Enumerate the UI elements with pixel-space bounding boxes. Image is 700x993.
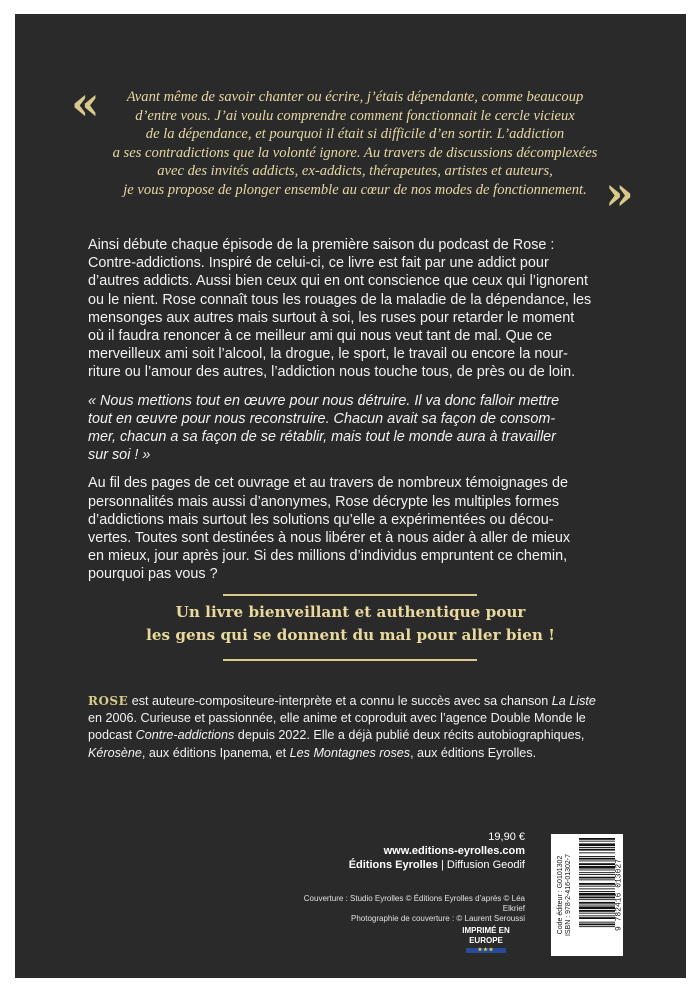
excerpt-line: « Nous mettions tout en œuvre pour nous détruire. Il va donc falloir mettre [88, 392, 560, 409]
tagline [15, 601, 686, 647]
song-title: La Liste [551, 694, 596, 708]
barcode-bar [579, 852, 615, 853]
cover-credits [303, 894, 525, 924]
barcode-bar [579, 847, 615, 848]
quote-line: d’entre vous. J’ai voulu comprendre comment fonctionnait le cercle vicieux [135, 107, 575, 124]
barcode-number: 9 782416 013027 [614, 858, 624, 932]
bio-line: en 2006. Curieuse et passionnée, elle anime et coproduit avec l’agence Double Monde le [88, 711, 586, 726]
blurb-line: pourquoi pas vous ? [88, 566, 218, 583]
isbn: ISBN : 978-2-416-01302-7 [565, 853, 572, 937]
barcode-bar [579, 849, 615, 851]
barcode-bar [579, 915, 615, 916]
blurb-line: mensonges aux autres mais surtout à soi, les ruses pour retarder le moment [88, 309, 575, 326]
bio-text: , aux éditions Eyrolles. [410, 745, 537, 760]
barcode-bar [579, 877, 615, 879]
barcode-bar [579, 905, 615, 906]
barcode-bar [579, 891, 615, 892]
barcode-bar [579, 888, 615, 889]
blurb-line: en mieux, jour après jour. Si des millions d’individus empruntent ce chemin, [88, 548, 568, 565]
blurb-line: merveilleux ami soit l’alcool, la drogue, le sport, le travail ou encore la nour- [88, 346, 568, 363]
credit-line: Photographie de couverture : © Laurent Seroussi [351, 914, 525, 923]
barcode-bar [579, 893, 615, 896]
blurb-line: personnalités mais aussi d’anonymes, Rose décrypte les multiples formes [88, 493, 560, 510]
barcode-bar [579, 899, 615, 900]
barcode-bar [579, 870, 615, 871]
divider-bottom [223, 659, 477, 661]
podcast-title: Contre-addictions [135, 728, 235, 743]
blurb-line: Ainsi débute chaque épisode de la première saison du podcast de Rose : [88, 237, 555, 253]
quote-line: je vous propose de plonger ensemble au cœur de nos modes de fonctionnement. [123, 181, 587, 198]
bio-text: podcast [88, 728, 136, 743]
barcode-bar [579, 861, 615, 862]
author-name: ROSE [88, 694, 129, 708]
bio-line [88, 745, 628, 762]
barcode-bar [579, 841, 615, 842]
separator: | [437, 859, 447, 871]
barcode-bar [579, 866, 615, 869]
paragraph-gap [88, 382, 608, 392]
price: 19,90 € [488, 831, 525, 843]
barcode-bar [579, 924, 615, 926]
bio-text: est auteure-compositeure-interprète et a connu le succès avec sa chanson [128, 694, 552, 708]
blurb-line: Contre-addictions. Inspiré de celui-ci, ce livre est fait par une addict pour [88, 255, 549, 272]
publisher-info [345, 830, 525, 872]
barcode-bar [579, 897, 615, 899]
open-quote-mark: « [71, 76, 100, 130]
publisher-line [345, 858, 525, 872]
blurb-line: d’addictions mais surtout les solutions qu’elle a expérimentées ou décou- [88, 511, 554, 528]
blurb-line: riture ou l’amour des autres, l’addiction nous touche tous, de près ou de loin. [88, 364, 576, 381]
blurb-line: d’autres addicts. Aussi bien ceux qui en ont conscience que ceux qui l’ignorent [88, 273, 588, 290]
barcode-bar [579, 886, 615, 887]
tagline-line: Un livre bienveillant et authentique pour [175, 603, 526, 621]
barcode-number-wrap [615, 834, 623, 956]
back-cover [15, 14, 686, 978]
barcode-bar [579, 883, 615, 885]
quote-line: Avant même de savoir chanter ou écrire, j’étais dépendante, comme beaucoup [126, 89, 584, 105]
editor-code: Code éditeur : G0101302 [557, 855, 564, 935]
author-bio [88, 693, 628, 762]
bio-text: , aux éditions Ipanema, et [141, 745, 290, 760]
barcode-bar [579, 838, 615, 840]
blurb-line: vertes. Toutes sont destinées à nous libérer et à nous aider à aller de mieux [88, 530, 571, 547]
barcode-bar [579, 910, 615, 912]
book-title: Les Montagnes roses [289, 745, 411, 760]
barcode-bar [579, 879, 615, 880]
tagline-line: les gens qui se donnent du mal pour aller bien ! [146, 626, 555, 644]
opening-quote [15, 76, 686, 220]
barcode-bar [579, 872, 615, 873]
barcode-bar [579, 856, 615, 857]
barcode-bar [579, 902, 615, 904]
barcode-bar [579, 922, 615, 923]
excerpt-line: mer, chacun a sa façon de se rétablir, mais tout le monde aura à travailler [88, 429, 556, 446]
publisher-name: Éditions Eyrolles [348, 859, 438, 871]
paragraph-gap [88, 464, 608, 474]
barcode-panel [551, 834, 623, 956]
book-title: Kérosène [88, 745, 142, 760]
quote-text [85, 88, 625, 199]
blurb [88, 236, 608, 584]
quote-line: a ses contradictions que la volonté ignore. Au travers de discussions décomplexées [112, 144, 598, 161]
printed-in-europe [447, 926, 525, 953]
excerpt-line: sur soi ! » [88, 447, 151, 464]
close-quote-mark: » [605, 166, 634, 220]
barcode-bar [579, 858, 615, 860]
credit-line: Couverture : Studio Eyrolles © Éditions Eyrolles d’après © Léa Elkrief [303, 894, 525, 913]
printed-label: IMPRIMÉ EN EUROPE [462, 926, 510, 945]
bio-line [88, 693, 628, 710]
bio-line [88, 727, 628, 744]
barcode-bar [579, 926, 615, 927]
blurb-line: ou le nient. Rose connaît tous les rouages de la maladie de la dépendance, les [88, 291, 592, 308]
barcode-bar [579, 874, 615, 875]
divider-top [223, 594, 477, 596]
barcode [579, 838, 615, 950]
excerpt-line: tout en œuvre pour nous reconstruire. Chacun avait sa façon de consom- [88, 410, 556, 427]
eu-flag-icon: ★★★ [466, 948, 506, 953]
isbn-text [551, 834, 571, 956]
barcode-bar [579, 863, 615, 865]
publisher-url[interactable]: www.editions-eyrolles.com [383, 845, 525, 857]
quote-line: avec des invités addicts, ex-addicts, thérapeutes, artistes et auteurs, [157, 163, 553, 179]
blurb-line: où il faudra renoncer à ce meilleur ami qui nous veut tant de mal. Que ce [88, 328, 552, 345]
barcode-bar [579, 913, 615, 914]
blurb-line: Au fil des pages de cet ouvrage et au travers de nombreux témoignages de [88, 475, 568, 492]
barcode-bar [579, 917, 615, 919]
barcode-bar [579, 906, 615, 909]
barcode-bar [579, 843, 615, 846]
quote-line: de la dépendance, et pourquoi il était si difficile d’en sortir. L’addiction [145, 126, 565, 142]
distribution: Diffusion Geodif [446, 859, 525, 871]
bio-text: depuis 2022. Elle a déjà publié deux récits autobiographiques, [234, 728, 585, 743]
